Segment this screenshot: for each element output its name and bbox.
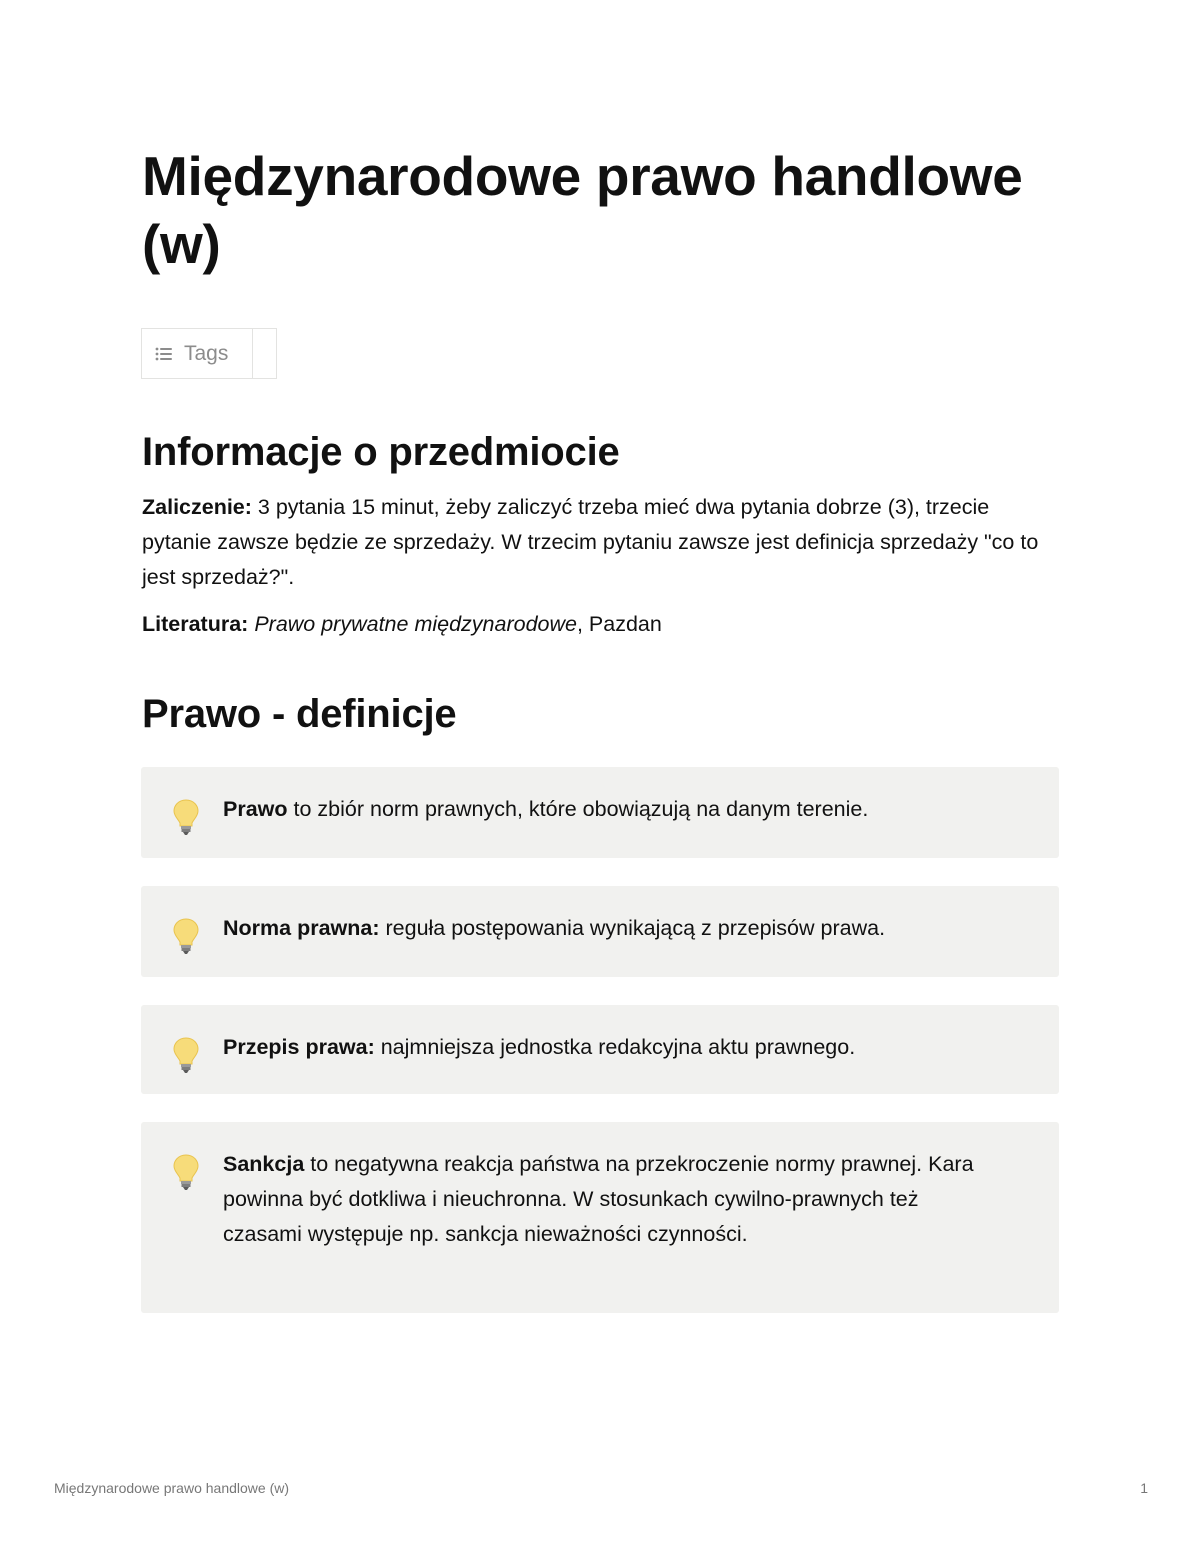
literatura-paragraph bbox=[142, 607, 1062, 642]
zaliczenie-text: 3 pytania 15 minut, żeby zaliczyć trzeba mieć dwa pytania dobrze (3), trzecie pytanie zawsze będzie ze sprzedaży. W trzecim pytaniu zawsze jest definicja sprzedaży "co to jest sprzedaż?". bbox=[142, 495, 1039, 589]
callout-term: Sankcja bbox=[223, 1152, 305, 1176]
callout-norma-prawna bbox=[141, 886, 1059, 977]
footer-page-number: 1 bbox=[1140, 1480, 1148, 1496]
section-heading-definitions: Prawo - definicje bbox=[142, 692, 457, 736]
lightbulb-icon bbox=[171, 916, 201, 956]
callout-text bbox=[223, 792, 1003, 827]
callout-text bbox=[223, 1147, 1003, 1252]
literatura-author: , Pazdan bbox=[576, 612, 662, 636]
callout-definition: najmniejsza jednostka redakcyjna aktu prawnego. bbox=[374, 1035, 856, 1059]
page-title: Międzynarodowe prawo handlowe (w) bbox=[142, 145, 1023, 275]
callout-term: Przepis prawa: bbox=[223, 1035, 375, 1059]
list-icon bbox=[154, 344, 174, 364]
callout-text bbox=[223, 911, 1003, 946]
literatura-title: Prawo prywatne międzynarodowe bbox=[254, 612, 577, 636]
footer-document-title: Międzynarodowe prawo handlowe (w) bbox=[54, 1480, 290, 1496]
callout-definition: reguła postępowania wynikającą z przepisów prawa. bbox=[379, 916, 886, 940]
callout-definition: to zbiór norm prawnych, które obowiązują na danym terenie. bbox=[287, 797, 869, 821]
zaliczenie-label: Zaliczenie: bbox=[142, 495, 252, 519]
callout-text bbox=[223, 1030, 1003, 1065]
lightbulb-icon bbox=[171, 1152, 201, 1192]
tags-property[interactable] bbox=[141, 328, 277, 379]
callout-term: Prawo bbox=[223, 797, 288, 821]
callout-przepis-prawa bbox=[141, 1005, 1059, 1094]
tags-value-divider bbox=[252, 329, 253, 378]
section-heading-info: Informacje o przedmiocie bbox=[142, 430, 620, 474]
callout-prawo bbox=[141, 767, 1059, 858]
callout-term: Norma prawna: bbox=[223, 916, 380, 940]
lightbulb-icon bbox=[171, 1035, 201, 1075]
callout-sankcja bbox=[141, 1122, 1059, 1313]
tags-label bbox=[154, 341, 228, 367]
tags-text: Tags bbox=[184, 342, 229, 365]
callout-definition: to negatywna reakcja państwa na przekroczenie normy prawnej. Kara powinna być dotkliwa i nieuchronna. W stosunkach cywilno-prawnych też czasami występuje np. sankcja nieważności czynności. bbox=[223, 1152, 974, 1246]
zaliczenie-paragraph bbox=[142, 490, 1062, 595]
lightbulb-icon bbox=[171, 797, 201, 837]
literatura-label: Literatura: bbox=[142, 612, 249, 636]
